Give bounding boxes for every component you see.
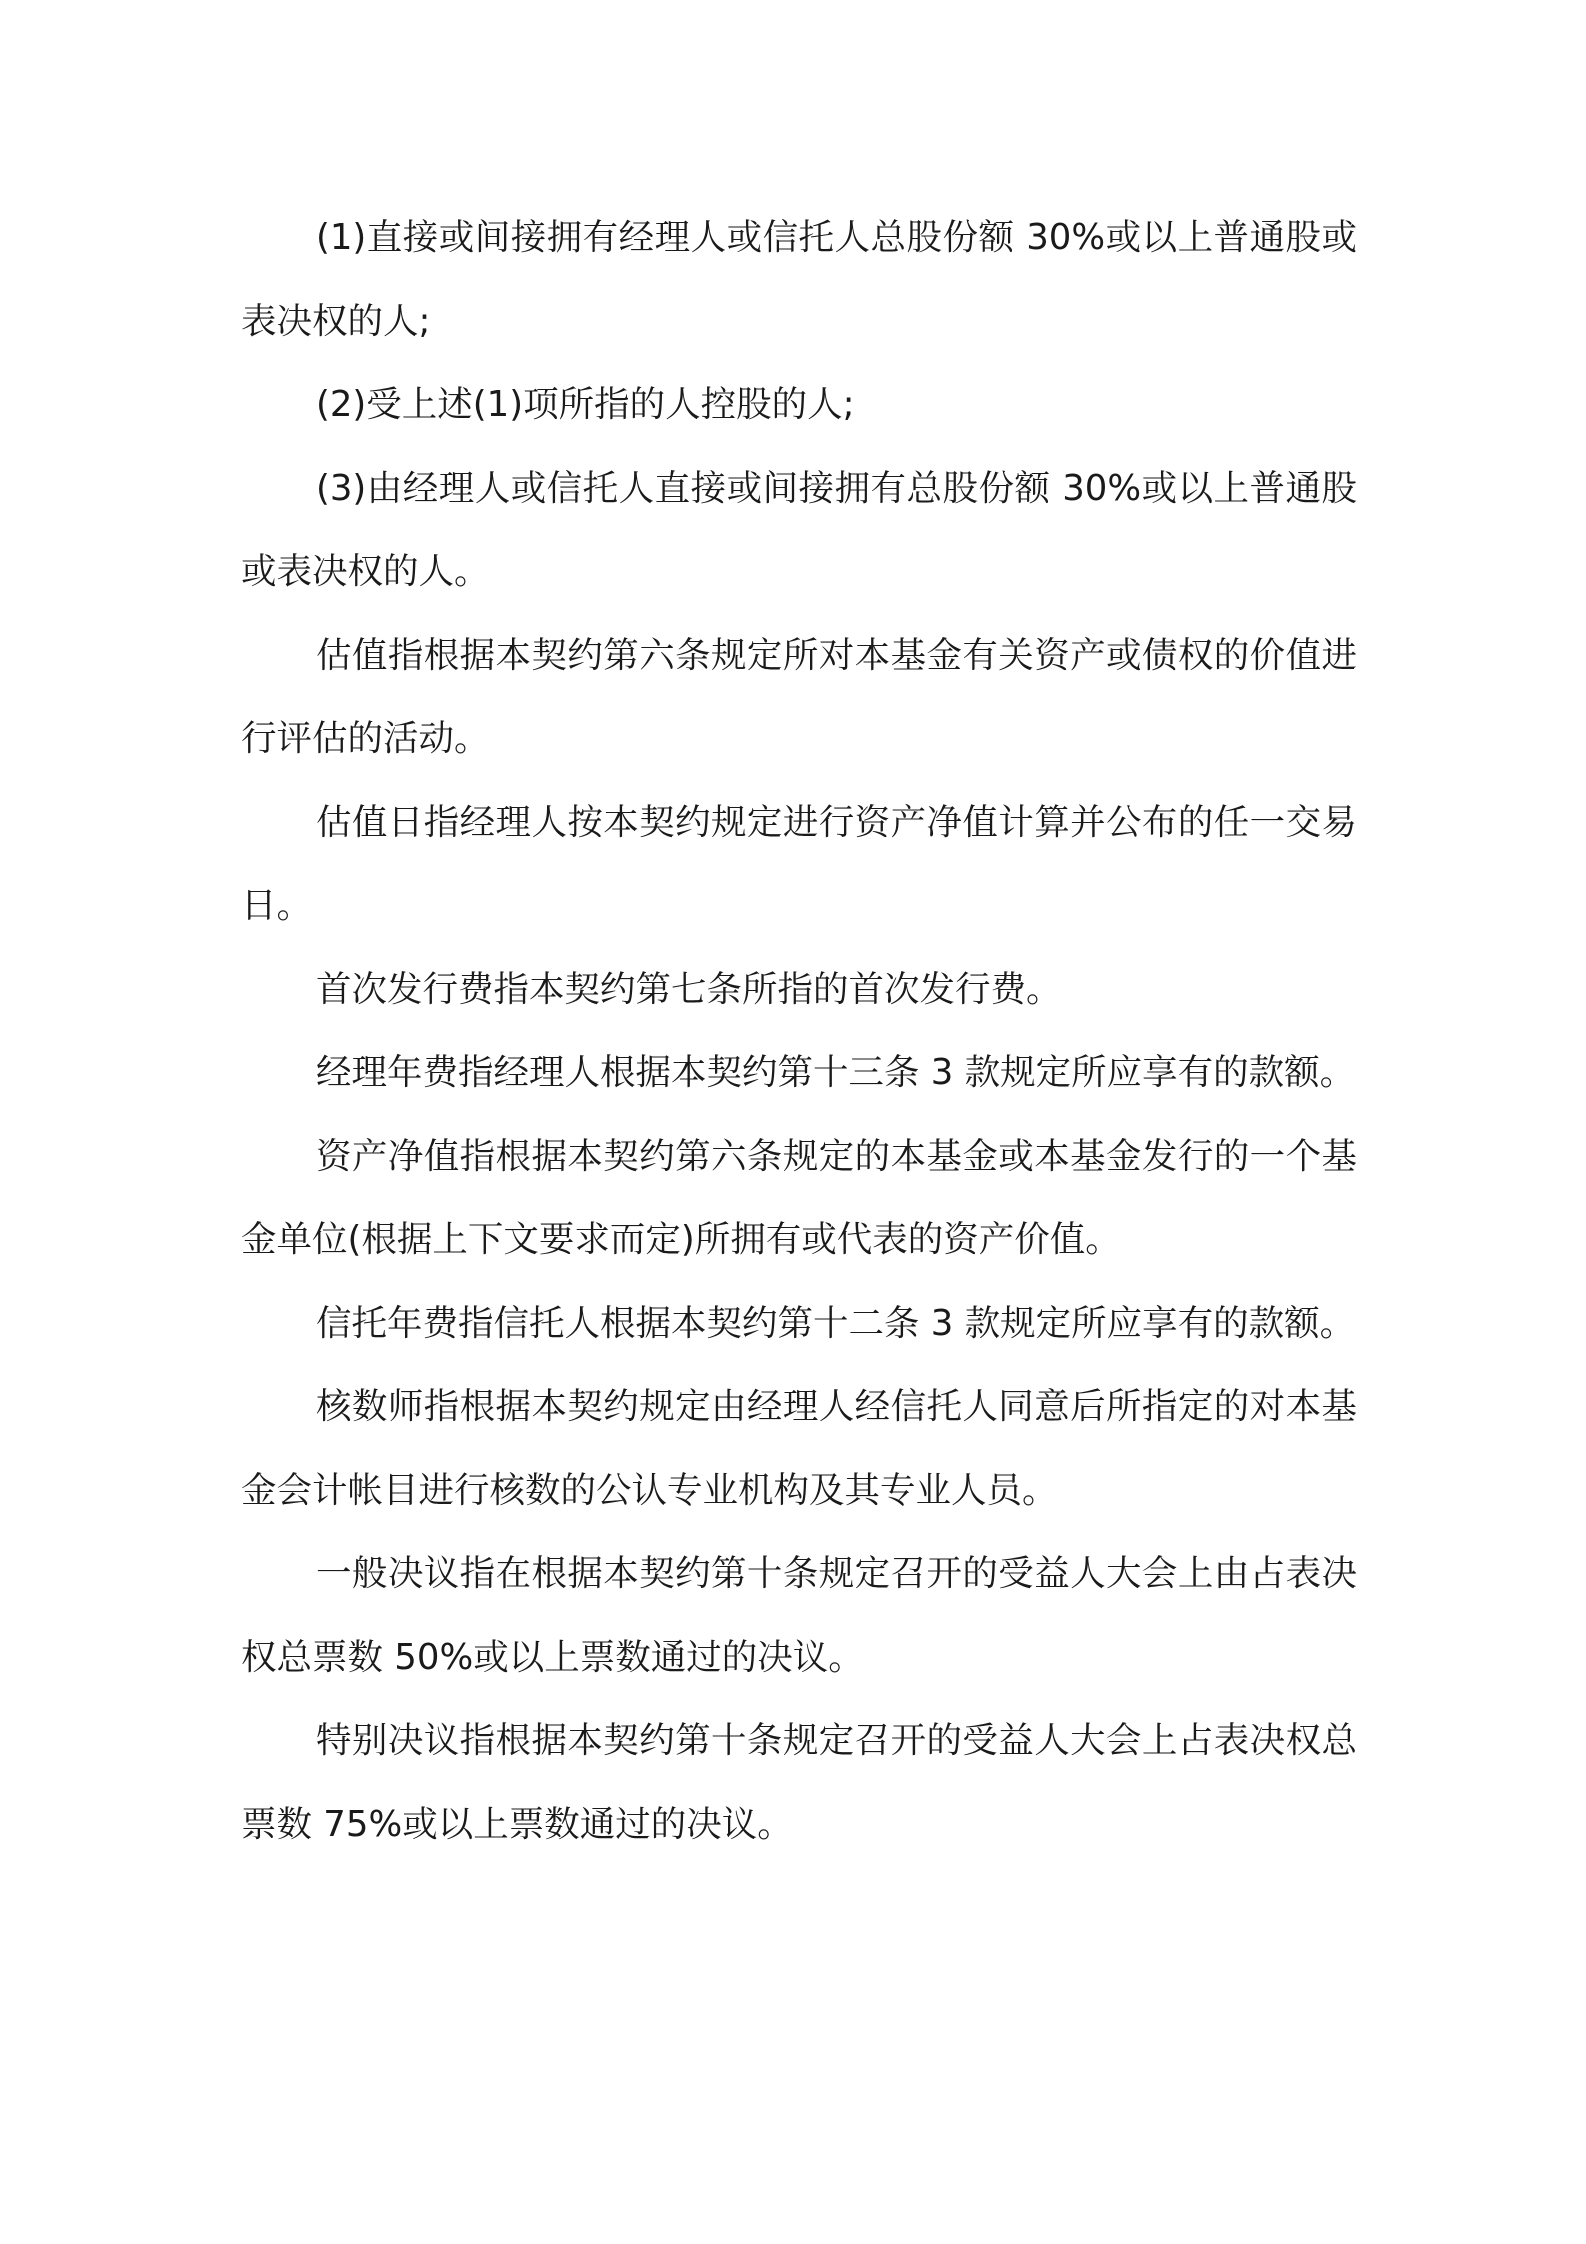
- paragraph-valuation: 估值指根据本契约第六条规定所对本基金有关资产或债权的价值进行评估的活动。: [241, 634, 1357, 759]
- paragraph-valuation-day: 估值日指经理人按本契约规定进行资产净值计算并公布的任一交易日。: [241, 801, 1357, 926]
- paragraph-ordinary-resolution: 一般决议指在根据本契约第十条规定召开的受益人大会上由占表决权总票数 50%或以上票数通过的决议。: [241, 1553, 1357, 1678]
- paragraph-net-asset-value: 资产净值指根据本契约第六条规定的本基金或本基金发行的一个基金单位(根据上下文要求而定)所拥有或代表的资产价值。: [241, 1135, 1357, 1260]
- paragraph-manager-annual-fee: 经理年费指经理人根据本契约第十三条 3 款规定所应享有的款额。: [316, 1052, 1356, 1093]
- paragraph-related-person-3: (3)由经理人或信托人直接或间接拥有总股份额 30%或以上普通股或表决权的人。: [241, 467, 1357, 592]
- document-body: [241, 196, 1357, 1866]
- paragraph-trustee-annual-fee: 信托年费指信托人根据本契约第十二条 3 款规定所应享有的款额。: [316, 1302, 1356, 1344]
- paragraph-auditor: 核数师指根据本契约规定由经理人经信托人同意后所指定的对本基金会计帐目进行核数的公认专业机构及其专业人员。: [241, 1386, 1357, 1511]
- paragraph-related-person-1: (1)直接或间接拥有经理人或信托人总股份额 30%或以上普通股或表决权的人;: [241, 217, 1357, 342]
- paragraph-related-person-2: (2)受上述(1)项所指的人控股的人;: [316, 384, 855, 425]
- paragraph-initial-issue-fee: 首次发行费指本契约第七条所指的首次发行费。: [316, 968, 1062, 1010]
- paragraph-special-resolution: 特别决议指根据本契约第十条规定召开的受益人大会上占表决权总票数 75%或以上票数通过的决议。: [241, 1720, 1357, 1845]
